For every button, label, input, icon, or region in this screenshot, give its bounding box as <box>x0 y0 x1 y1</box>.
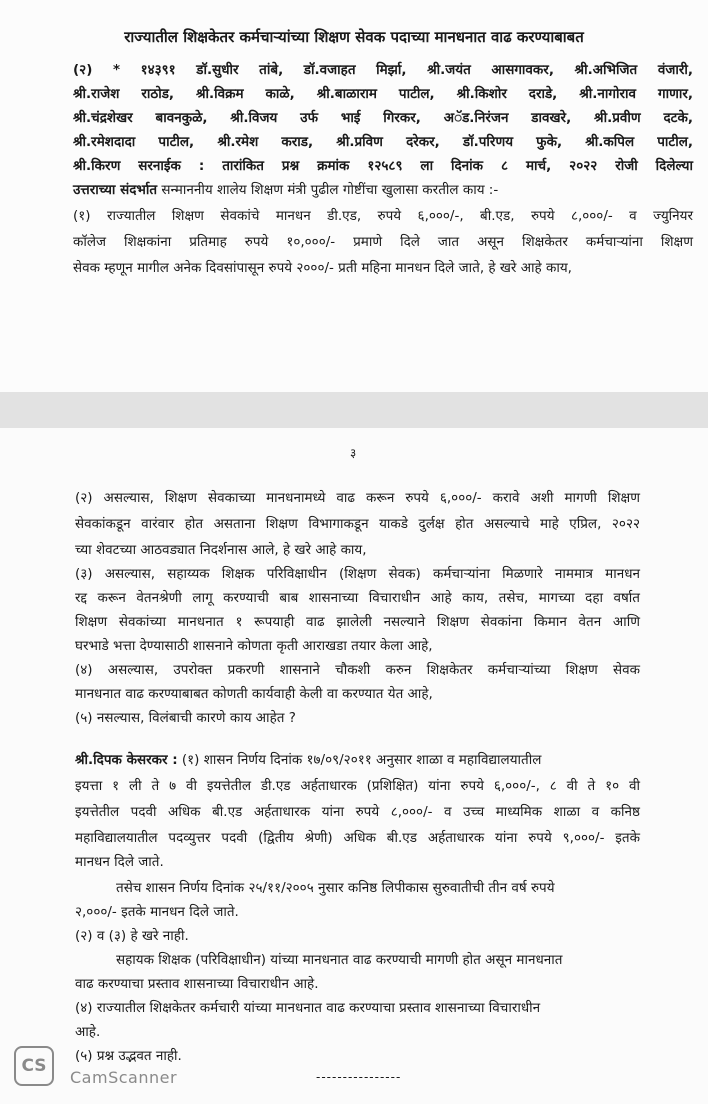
q2-line: च्या शेवटच्या आठवड्यात निदर्शनास आले, हे खरे आहे काय, <box>75 542 367 558</box>
answer-4-line: (४) राज्यातील शिक्षकेतर कर्मचारी यांच्या मानधनात वाढ करण्याचा प्रस्ताव शासनाच्या विचाराधीन <box>75 1000 541 1016</box>
q3-line: शिक्षण सेवकांच्या मानधनात १ रूपयाही वाढ झालेली नसल्याने शिक्षण सेवकांना किमान वेतन आणि <box>75 614 640 630</box>
q4-line: मानधनात वाढ करण्याबाबत कोणती कार्यवाही केली वा करण्यात येत आहे, <box>75 686 433 702</box>
q2-line: सेवकांकडून वारंवार होत असताना शिक्षण विभागाकडून याकडे दुर्लक्ष होत असल्याचे माहे एप्रिल, २०२२ <box>75 516 640 532</box>
q1-line: (१) राज्यातील शिक्षण सेवकांचे मानधन डी.एड, रुपये ६,०००/-, बी.एड, रुपये ८,०००/- व ज्युनियर <box>73 208 693 224</box>
end-separator: ---------------- <box>316 1070 402 1084</box>
answer-line: इयत्तेतील पदवी अधिक बी.एड अर्हताधारक यांना रुपये ८,०००/- व उच्च माध्यमिक शाळा व कनिष्ठ <box>75 804 640 820</box>
answer-23-line: (२) व (३) हे खरे नाही. <box>75 928 189 944</box>
answer-gr-line: २,०००/- इतके मानधन दिले जाते. <box>75 904 239 920</box>
question-line: (२) * १४३९१ डॉ.सुधीर तांबे, डॉ.वजाहत मिर्झा, श्री.जयंत आसगावकर, श्री.अभिजित वंजारी, <box>73 62 693 78</box>
page-gap <box>0 392 708 428</box>
q1-line: सेवक म्हणून मागील अनेक दिवसांपासून रुपये २०००/- प्रती महिना मानधन दिले जाते, हे खरे आहे काय, <box>73 260 572 276</box>
answer-assistant-line: सहायक शिक्षक (परिविक्षाधीन) यांच्या मानधनात वाढ करण्याची मागणी होत असून मानधनात <box>116 952 563 968</box>
question-ref-rest: सन्माननीय शालेय शिक्षण मंत्री पुढील गोष्टींचा खुलासा करतील काय :- <box>157 182 499 198</box>
question-line: श्री.चंद्रशेखर बावनकुळे, श्री.विजय उर्फ भाई गिरकर, अॅड.निरंजन डावखरे, श्री.प्रवीण दटके, <box>73 110 693 126</box>
answer-line: इयत्ता १ ली ते ७ वी इयत्तेतील डी.एड अर्हताधारक (प्रशिक्षित) यांना रुपये ६,०००/-, ८ वी ते १० वी <box>75 778 640 794</box>
q1-line: कॉलेज शिक्षकांना प्रतिमाह रुपये १०,०००/- प्रमाणे दिले जात असून शिक्षकेतर कर्मचाऱ्यांना शिक्षण <box>73 234 693 250</box>
document-title: राज्यातील शिक्षकेतर कर्मचाऱ्यांच्या शिक्षण सेवक पदाच्या मानधनात वाढ करण्याबाबत <box>124 28 584 46</box>
answer-4-line: आहे. <box>75 1024 101 1040</box>
q3-line: घरभाडे भत्ता देण्यासाठी शासनाने कोणता कृती आराखडा तयार केला आहे, <box>75 638 433 654</box>
answer-line: मानधन दिले जाते. <box>75 854 164 870</box>
camscanner-watermark: CamScanner <box>70 1068 178 1087</box>
q3-line: रद्द करून वेतनश्रेणी लागू करण्याची बाब शासनाच्या विचाराधीन आहे काय, तसेच, मागच्या दहा वर्षात <box>75 590 640 606</box>
question-line: श्री.किरण सरनाईक : तारांकित प्रश्न क्रमांक १२५८९ ला दिनांक ८ मार्च, २०२२ रोजी दिलेल्या <box>73 158 693 174</box>
answer-gr-line: तसेच शासन निर्णय दिनांक २५/११/२००५ नुसार कनिष्ठ लिपीकास सुरुवातीची तीन वर्ष रुपये <box>116 880 555 896</box>
page-number: ३ <box>350 446 357 460</box>
answer-speaker: श्री.दिपक केसरकर : <box>75 752 178 768</box>
answer-line <box>75 750 541 770</box>
camscanner-logo-icon: CS <box>14 1046 54 1086</box>
q2-line: (२) असल्यास, शिक्षण सेवकाच्या मानधनामध्ये वाढ करून रुपये ६,०००/- करावे अशी मागणी शिक्षण <box>75 490 640 506</box>
question-line <box>73 180 498 200</box>
question-line: श्री.राजेश राठोड, श्री.विक्रम काळे, श्री.बाळाराम पाटील, श्री.किशोर दराडे, श्री.नागोराव गाणार, <box>73 86 693 102</box>
q4-line: (४) असल्यास, उपरोक्त प्रकरणी शासनाने चौकशी करुन शिक्षकेतर कर्मचाऱ्यांच्या शिक्षण सेवक <box>75 662 640 678</box>
question-line: श्री.रमेशदादा पाटील, श्री.रमेश कराड, श्री.प्रविण दरेकर, डॉ.परिणय फुके, श्री.कपिल पाटील, <box>73 134 693 150</box>
answer-line1-rest: (१) शासन निर्णय दिनांक १७/०९/२०११ अनुसार शाळा व महाविद्यालयातील <box>177 752 542 768</box>
question-ref-bold: उत्तराच्या संदर्भात <box>73 182 158 198</box>
answer-assistant-line: वाढ करण्याचा प्रस्ताव शासनाच्या विचाराधीन आहे. <box>75 976 319 992</box>
q5-line: (५) नसल्यास, विलंबाची कारणे काय आहेत ? <box>75 710 296 726</box>
answer-line: महाविद्यालयातील पदव्युत्तर पदवी (द्वितीय श्रेणी) अधिक बी.एड अर्हताधारक यांना रुपये ९,०००/- इतके <box>75 830 640 846</box>
answer-5-line: (५) प्रश्न उद्भवत नाही. <box>75 1048 182 1064</box>
q3-line: (३) असल्यास, सहाय्यक शिक्षक परिविक्षाधीन (शिक्षण सेवक) कर्मचाऱ्यांना मिळणारे नाममात्र मानधन <box>75 566 640 582</box>
